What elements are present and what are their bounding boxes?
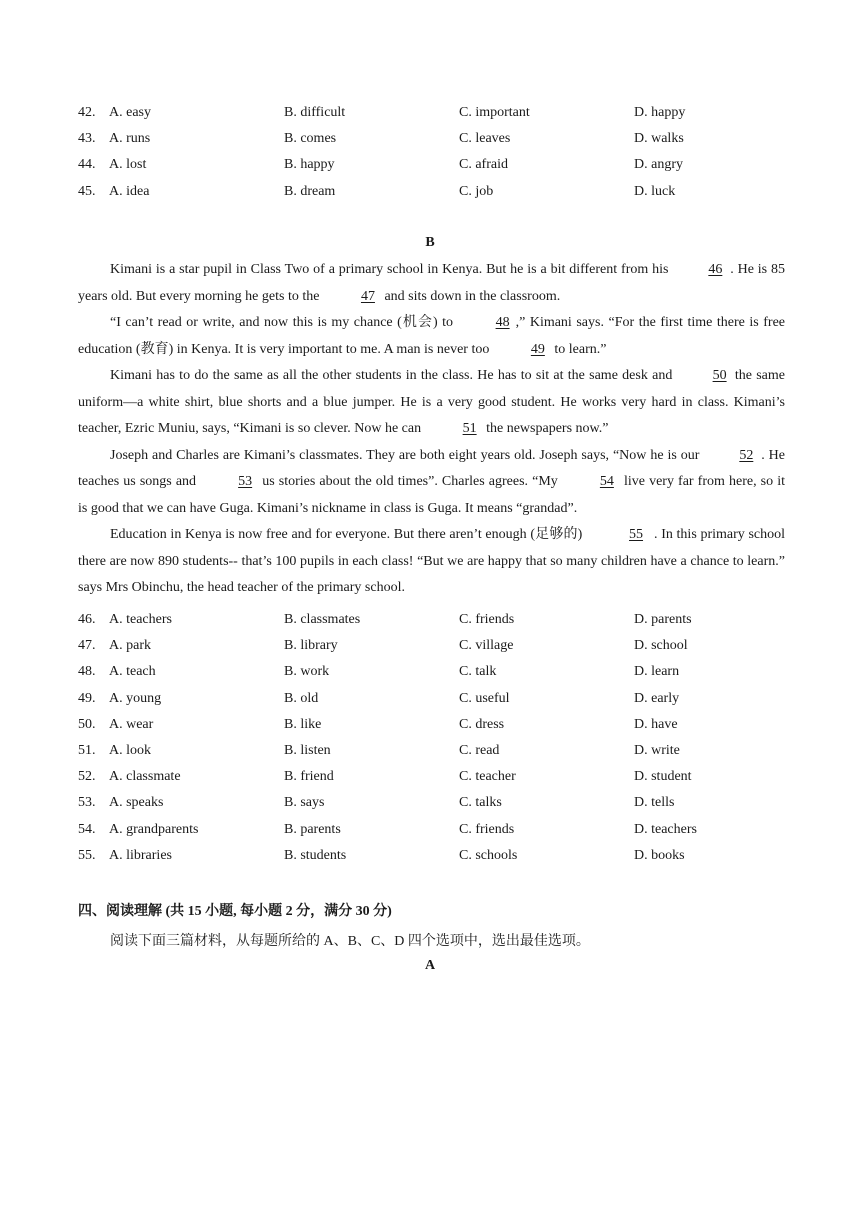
option-a: A. look [109,742,151,758]
option-b: B. friend [284,769,334,785]
section-4-title: 四、阅读理解 (共 15 小题, 每小题 2 分，满分 30 分) [78,904,392,919]
option-d: D. luck [634,183,676,199]
text: live very far from here, so it is good that we can have Guga. Kimani’s nickname in class is Guga. It means “grandad”. [78,474,785,516]
option-c: C. friends [459,612,515,627]
passage-b-label: B [425,235,435,250]
option-d: D. early [634,690,680,706]
option-row [78,100,785,126]
option-a: A. speaks [109,795,164,811]
options-top [78,100,785,205]
option-row [78,843,785,869]
text: “I can’t read or write, and now this is my chance (机会) to [110,315,458,330]
blank-53: 53 [238,474,253,489]
option-a: A. grandparents [109,821,199,837]
option-b: B. dream [284,183,336,199]
option-a: A. teach [109,664,156,680]
option-d: D. angry [634,157,683,173]
option-row [78,152,785,178]
blank-54: 54 [599,474,614,489]
text: . In this primary school there are now 890 students-- that’s 100 pupils in each class! “But we are happy that so many children have a chance to learn.” says Mrs Obinchu, the head teacher of the primary school. [78,527,785,595]
text: Kimani has to do the same as all the other students in the class. He has to sit at the same desk and [110,368,677,383]
option-b: B. listen [284,742,331,758]
option-d: D. books [634,847,685,863]
option-a: A. runs [109,131,151,147]
blank-55: 55 [629,527,644,542]
option-c: C. useful [459,690,510,706]
option-row [78,738,785,764]
option-b: B. library [284,638,338,654]
question-number: 47. [78,638,96,654]
text: Kimani is a star pupil in Class Two of a primary school in Kenya. But he is a bit different from his [110,262,673,277]
blank-52: 52 [739,447,754,463]
option-a: A. idea [109,183,150,199]
option-row [78,764,785,790]
question-number: 44. [78,157,96,173]
paragraph [78,257,785,310]
option-d: D. student [634,769,692,785]
option-b: B. comes [284,131,337,147]
option-c: C. dress [459,716,505,732]
option-b: B. says [284,795,325,811]
question-number: 42. [78,105,96,120]
option-d: D. have [634,716,678,732]
option-b: B. happy [284,157,335,173]
options-b [78,607,785,869]
question-number: 52. [78,769,96,785]
option-d: D. parents [634,612,692,627]
text: ,” Kimani says. “For the first time there is free education (教育) in Kenya. It is very important to me. A man is never too [78,315,786,357]
option-d: D. walks [634,131,684,147]
option-row [78,179,785,205]
option-c: C. leaves [459,131,511,147]
question-number: 53. [78,795,96,811]
blank-46: 46 [708,262,723,277]
text: Joseph and Charles are Kimani’s classmates. They are both eight years old. Joseph says, “Now he is our [110,447,704,463]
text: Education in Kenya is now free and for everyone. But there aren’t enough (足够的) [110,527,587,542]
question-number: 46. [78,612,96,627]
paragraph [78,522,785,602]
text: and sits down in the classroom. [380,288,561,304]
option-d: D. learn [634,664,680,680]
text: the newspapers now.” [482,421,609,436]
text: . He is 85 years old. But every morning he gets to the [78,262,785,304]
option-row [78,712,785,738]
blank-50: 50 [712,368,727,383]
question-number: 50. [78,716,96,732]
question-number: 48. [78,664,96,680]
option-b: B. old [284,690,319,706]
option-b: B. difficult [284,105,346,120]
option-a: A. park [109,638,151,654]
text: to learn.” [550,341,607,357]
option-c: C. afraid [459,157,508,173]
option-c: C. read [459,742,500,758]
option-a: A. young [109,690,162,706]
option-row [78,790,785,816]
option-a: A. lost [109,157,147,173]
paragraph [78,443,785,523]
option-b: B. like [284,716,322,732]
question-number: 51. [78,742,96,758]
option-c: C. important [459,105,530,120]
option-b: B. students [284,847,347,863]
option-d: D. tells [634,795,675,811]
option-b: B. work [284,664,330,680]
text: us stories about the old times”. Charles agrees. “My [258,474,562,489]
question-number: 45. [78,183,96,199]
text: the same uniform—a white shirt, blue shorts and a blue jumper. He is a very good student. He works very hard in class. Kimani’s teacher, Ezric Muniu, says, “Kimani is so clever. Now he can [78,368,785,436]
question-number: 49. [78,690,96,706]
option-b: B. parents [284,821,341,837]
option-a: A. easy [109,105,151,120]
option-c: C. job [459,183,494,199]
option-a: A. classmate [109,769,181,785]
question-number: 54. [78,821,96,837]
option-d: D. teachers [634,821,697,837]
option-c: C. friends [459,821,515,837]
text: . He teaches us songs and [78,447,785,489]
option-c: C. talk [459,664,497,680]
option-row [78,607,785,633]
option-b: B. classmates [284,612,361,627]
section-4-passage-label: A [424,958,436,973]
option-c: C. schools [459,847,518,863]
option-d: D. happy [634,105,686,120]
blank-51: 51 [462,421,477,436]
option-c: C. talks [459,795,502,811]
option-a: A. teachers [109,612,172,627]
option-d: D. write [634,742,680,758]
passage-b [78,257,785,602]
paragraph [78,310,785,363]
option-d: D. school [634,638,688,654]
option-row [78,126,785,152]
option-row [78,817,785,843]
option-a: A. libraries [109,847,172,863]
question-number: 43. [78,131,96,147]
option-c: C. teacher [459,769,516,785]
blank-47: 47 [360,288,375,304]
option-c: C. village [459,638,514,654]
paragraph [78,363,785,443]
option-row [78,686,785,712]
section-4-instruction: 阅读下面三篇材料，从每题所给的 A、B、C、D 四个选项中，选出最佳选项。 [110,934,590,949]
question-number: 55. [78,847,96,863]
option-a: A. wear [109,716,154,732]
blank-49: 49 [530,341,545,357]
blank-48: 48 [495,315,510,330]
option-row [78,659,785,685]
option-row [78,633,785,659]
